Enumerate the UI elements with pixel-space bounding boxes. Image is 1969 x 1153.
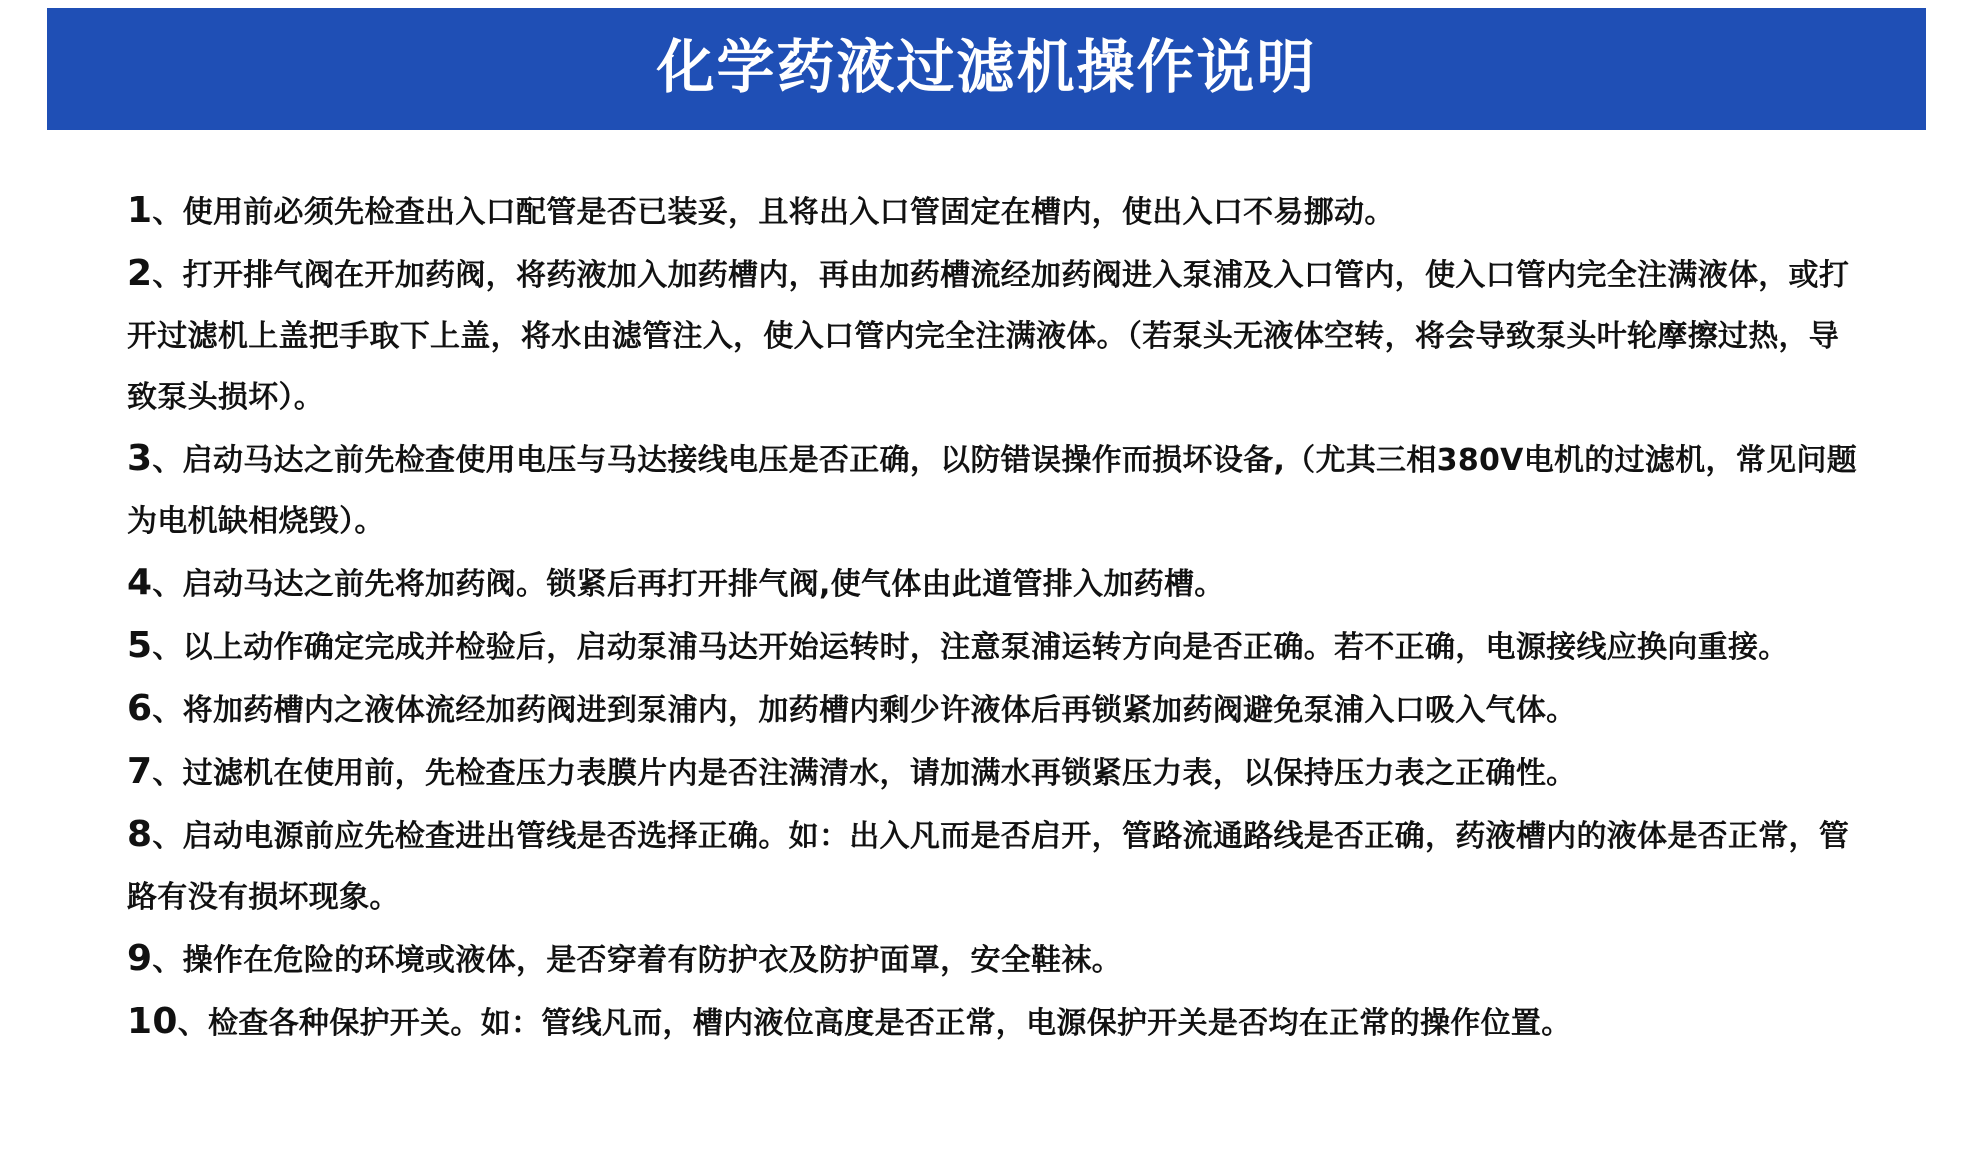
item-text: 、启动马达之前先检查使用电压与马达接线电压是否正确，以防错误操作而损坏设备,（尤其三相380V电机的过滤机，常见问题为电机缺相烧毁）。 (127, 443, 1857, 539)
instruction-item-6 (127, 678, 1867, 741)
instruction-item-3 (127, 428, 1867, 552)
item-number: 10 (127, 1001, 178, 1042)
item-text: 、检查各种保护开关。如：管线凡而，槽内液位高度是否正常，电源保护开关是否均在正常的操作位置。 (177, 1006, 1572, 1041)
item-text: 、使用前必须先检查出入口配管是否已装妥，且将出入口管固定在槽内，使出入口不易挪动。 (152, 195, 1395, 230)
item-text: 、打开排气阀在开加药阀，将药液加入加药槽内，再由加药槽流经加药阀进入泵浦及入口管内，使入口管内完全注满液体，或打开过滤机上盖把手取下上盖，将水由滤管注入，使入口管内完全注满液体。（若泵头无液体空转，将会导致泵头叶轮摩擦过热，导致泵头损坏）。 (127, 258, 1850, 415)
instruction-item-4 (127, 552, 1867, 615)
item-number: 3 (127, 438, 153, 479)
item-text: 、过滤机在使用前，先检查压力表膜片内是否注满清水，请加满水再锁紧压力表，以保持压力表之正确性。 (152, 756, 1577, 791)
item-number: 7 (127, 751, 153, 792)
instruction-list (127, 180, 1867, 1054)
instruction-item-1 (127, 180, 1867, 243)
instruction-item-9 (127, 928, 1867, 991)
title-banner (47, 8, 1926, 130)
item-text: 、启动马达之前先将加药阀。锁紧后再打开排气阀,使气体由此道管排入加药槽。 (152, 567, 1225, 602)
item-number: 1 (127, 190, 153, 231)
instruction-item-10 (127, 991, 1867, 1054)
instruction-item-7 (127, 741, 1867, 804)
item-number: 2 (127, 253, 153, 294)
item-text: 、将加药槽内之液体流经加药阀进到泵浦内，加药槽内剩少许液体后再锁紧加药阀避免泵浦入口吸入气体。 (152, 693, 1577, 728)
item-number: 9 (127, 938, 153, 979)
item-number: 5 (127, 625, 153, 666)
instruction-item-2 (127, 243, 1867, 428)
instruction-item-5 (127, 615, 1867, 678)
item-number: 8 (127, 814, 153, 855)
page-title: 化学药液过滤机操作说明 (656, 33, 1317, 101)
instruction-item-8 (127, 804, 1867, 928)
item-text: 、操作在危险的环境或液体，是否穿着有防护衣及防护面罩，安全鞋袜。 (152, 943, 1122, 978)
item-text: 、以上动作确定完成并检验后，启动泵浦马达开始运转时，注意泵浦运转方向是否正确。若不正确，电源接线应换向重接。 (152, 630, 1789, 665)
item-number: 4 (127, 562, 153, 603)
item-number: 6 (127, 688, 153, 729)
item-text: 、启动电源前应先检查进出管线是否选择正确。如：出入凡而是否启开，管路流通路线是否正确，药液槽内的液体是否正常，管路有没有损坏现象。 (127, 819, 1850, 915)
